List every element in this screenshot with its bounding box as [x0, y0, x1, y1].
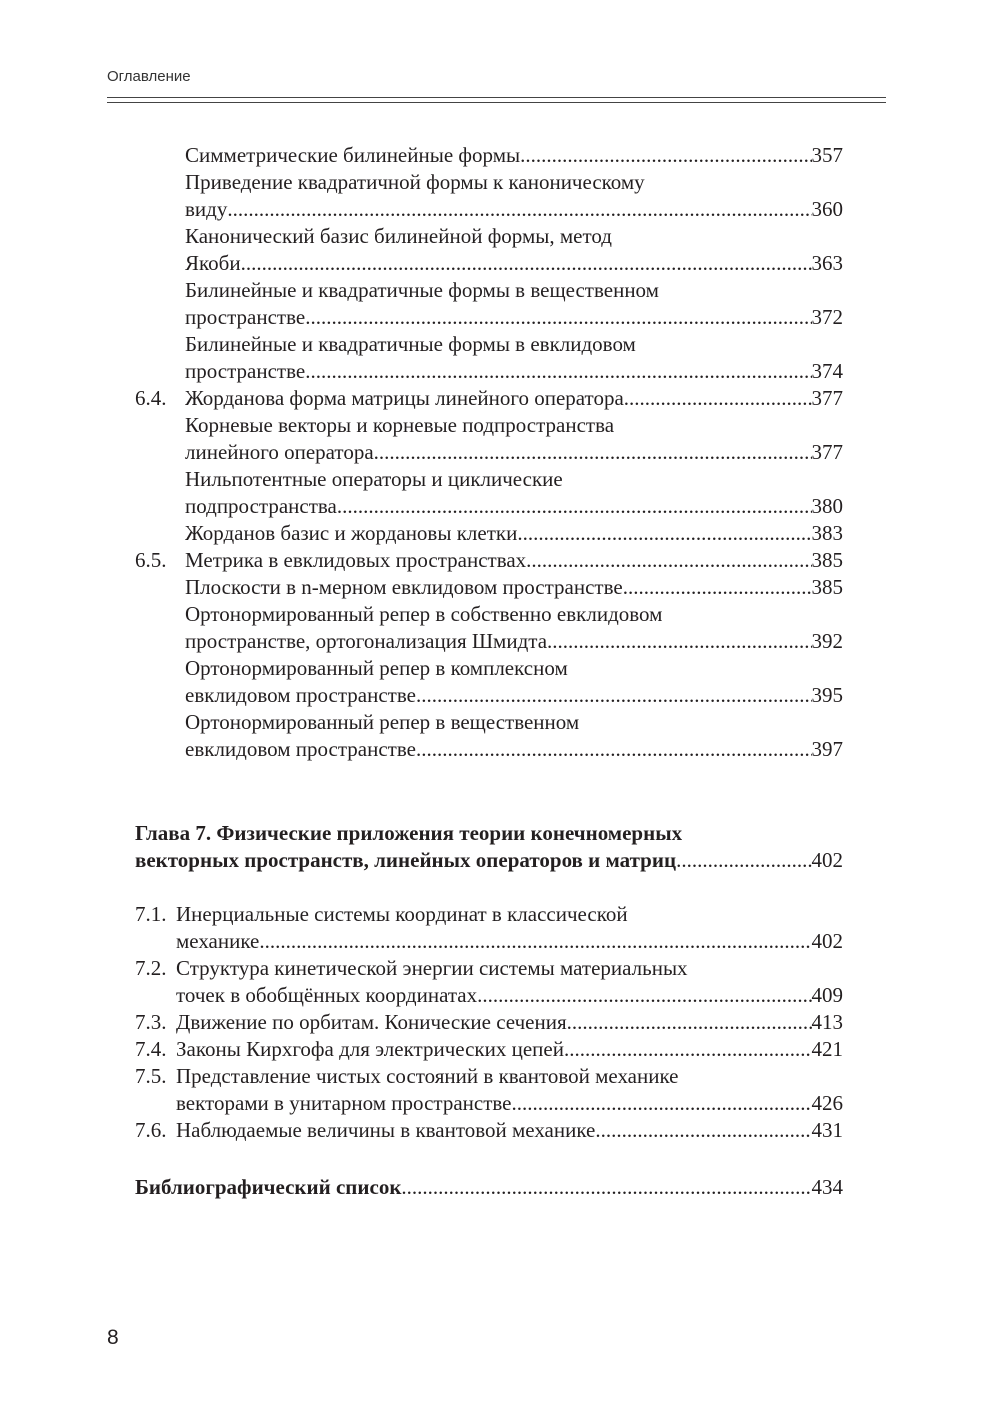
entry-title: Билинейные и квадратичные формы в вещественном — [185, 278, 659, 302]
entry-number — [135, 520, 185, 547]
entry-number: 6.4. — [135, 386, 167, 410]
toc-entry[interactable] — [135, 1063, 843, 1117]
entry-line — [135, 820, 843, 847]
entry-body — [185, 601, 843, 655]
entry-line — [176, 1117, 843, 1144]
entry-number — [135, 655, 185, 709]
entry-title: Приведение квадратичной формы к каноническому — [185, 170, 645, 194]
toc-group — [135, 901, 843, 1144]
entry-page: 402 — [811, 848, 843, 872]
entry-title: линейного оператора — [185, 440, 374, 464]
entry-title: Ортонормированный репер в вещественном — [185, 710, 580, 734]
entry-title: подпространства — [185, 494, 337, 518]
entry-line — [176, 1009, 843, 1036]
dot-leader — [401, 1174, 811, 1201]
entry-number — [135, 466, 185, 520]
dot-leader — [564, 1036, 812, 1063]
toc-entry[interactable] — [135, 601, 843, 655]
entry-title: Билинейные и квадратичные формы в евклидовом — [185, 332, 636, 356]
entry-number: 7.4. — [135, 1037, 167, 1061]
entry-line — [185, 709, 843, 736]
entry-title: Представление чистых состояний в квантовой механике — [176, 1064, 679, 1088]
toc-entry[interactable] — [135, 223, 843, 277]
toc-entry[interactable] — [135, 547, 843, 574]
dot-leader — [520, 142, 811, 169]
entry-line — [185, 493, 843, 520]
entry-body — [185, 709, 843, 763]
entry-title: точек в обобщённых координатах — [176, 983, 478, 1007]
entry-title: Глава 7. Физические приложения теории конечномерных — [135, 821, 683, 845]
entry-page: 377 — [811, 440, 843, 464]
bibliography-heading — [135, 1174, 843, 1201]
toc-entry[interactable] — [135, 520, 843, 547]
dot-leader — [241, 250, 812, 277]
entry-number: 7.5. — [135, 1064, 167, 1088]
entry-page: 397 — [811, 737, 843, 761]
dot-leader — [624, 385, 812, 412]
toc-entry[interactable] — [135, 709, 843, 763]
entry-title: Жорданов базис и жордановы клетки — [185, 521, 518, 545]
entry-line — [185, 385, 843, 412]
entry-body — [185, 520, 843, 547]
entry-title: Инерциальные системы координат в классической — [176, 902, 628, 926]
dot-leader — [305, 358, 811, 385]
entry-body — [185, 169, 843, 223]
entry-title: евклидовом пространстве — [185, 683, 416, 707]
entry-line — [185, 736, 843, 763]
entry-body — [176, 1036, 843, 1063]
entry-number — [135, 412, 185, 466]
dot-leader — [526, 547, 811, 574]
entry-number — [135, 709, 185, 763]
entry-number: 7.3. — [135, 1010, 167, 1034]
toc-entry[interactable] — [135, 820, 843, 874]
entry-title: векторных пространств, линейных операторов и матриц — [135, 848, 677, 872]
toc-entry[interactable] — [135, 1117, 843, 1144]
toc-entry[interactable] — [135, 412, 843, 466]
dot-leader — [227, 196, 811, 223]
toc-entry[interactable] — [135, 142, 843, 169]
dot-leader — [512, 1090, 812, 1117]
entry-body — [135, 1174, 843, 1201]
entry-line — [135, 1174, 843, 1201]
entry-body — [135, 820, 843, 874]
entry-title: Нильпотентные операторы и циклические — [185, 467, 563, 491]
entry-page: 395 — [811, 683, 843, 707]
entry-page: 409 — [811, 983, 843, 1007]
dot-leader — [259, 928, 811, 955]
entry-line — [185, 682, 843, 709]
toc-section-7 — [135, 901, 843, 1144]
entry-page: 372 — [811, 305, 843, 329]
entry-page: 385 — [811, 548, 843, 572]
entry-body — [176, 1009, 843, 1036]
entry-page: 385 — [811, 575, 843, 599]
entry-number — [135, 277, 185, 331]
entry-line — [185, 250, 843, 277]
entry-body — [185, 142, 843, 169]
toc-bibliography — [135, 1174, 843, 1201]
entry-number — [135, 142, 185, 169]
entry-body — [185, 412, 843, 466]
entry-page: 413 — [811, 1010, 843, 1034]
entry-line — [185, 466, 843, 493]
entry-number — [135, 169, 185, 223]
entry-line — [185, 304, 843, 331]
entry-line — [135, 847, 843, 874]
entry-title: механике — [176, 929, 260, 953]
entry-page: 431 — [811, 1118, 843, 1142]
entry-title: евклидовом пространстве — [185, 737, 416, 761]
entry-line — [185, 439, 843, 466]
toc-entry[interactable] — [135, 574, 843, 601]
entry-page: 380 — [811, 494, 843, 518]
entry-line — [185, 196, 843, 223]
header-rule — [107, 102, 886, 103]
entry-title: Жорданова форма матрицы линейного оператора — [185, 386, 624, 410]
entry-page: 426 — [811, 1091, 843, 1115]
entry-line — [185, 628, 843, 655]
entry-title: Библиографический список — [135, 1175, 402, 1199]
toc-entry[interactable] — [135, 1174, 843, 1201]
entry-line — [176, 955, 843, 982]
entry-title: пространстве — [185, 359, 306, 383]
entry-body — [185, 547, 843, 574]
entry-title: Симметрические билинейные формы — [185, 143, 521, 167]
entry-body — [185, 655, 843, 709]
dot-leader — [517, 520, 811, 547]
entry-title: векторами в унитарном пространстве — [176, 1091, 512, 1115]
toc-entry[interactable] — [135, 277, 843, 331]
toc-entry[interactable] — [135, 955, 843, 1009]
chapter-heading — [135, 820, 843, 874]
entry-number — [135, 331, 185, 385]
entry-line — [185, 223, 843, 250]
entry-title: Ортонормированный репер в собственно евклидовом — [185, 602, 663, 626]
entry-number: 7.2. — [135, 956, 167, 980]
entry-line — [176, 1036, 843, 1063]
entry-title: Канонический базис билинейной формы, метод — [185, 224, 612, 248]
entry-title: Движение по орбитам. Конические сечения — [176, 1010, 567, 1034]
entry-title: Ортонормированный репер в комплексном — [185, 656, 568, 680]
running-head: Оглавление — [107, 68, 191, 85]
entry-number: 6.5. — [135, 548, 167, 572]
entry-title: Плоскости в n-мерном евклидовом пространстве — [185, 575, 623, 599]
entry-page: 377 — [811, 386, 843, 410]
entry-page: 383 — [811, 521, 843, 545]
entry-body — [185, 223, 843, 277]
entry-line — [176, 901, 843, 928]
toc-chapter-7 — [135, 820, 843, 874]
dot-leader — [547, 628, 811, 655]
entry-line — [185, 142, 843, 169]
dot-leader — [337, 493, 812, 520]
entry-page: 357 — [811, 143, 843, 167]
entry-number — [135, 601, 185, 655]
entry-page: 392 — [811, 629, 843, 653]
entry-title: Законы Кирхгофа для электрических цепей — [176, 1037, 564, 1061]
entry-body — [176, 1063, 843, 1117]
entry-title: виду — [185, 197, 228, 221]
entry-line — [185, 169, 843, 196]
entry-line — [176, 1063, 843, 1090]
entry-title: пространстве — [185, 305, 306, 329]
dot-leader — [416, 736, 812, 763]
entry-page: 421 — [811, 1037, 843, 1061]
dot-leader — [567, 1009, 812, 1036]
toc-entry[interactable] — [135, 385, 843, 412]
entry-body — [185, 466, 843, 520]
entry-title: Корневые векторы и корневые подпространства — [185, 413, 615, 437]
entry-line — [185, 601, 843, 628]
toc-entry[interactable] — [135, 466, 843, 520]
dot-leader — [416, 682, 812, 709]
entry-number — [135, 574, 185, 601]
entry-title: Метрика в евклидовых пространствах — [185, 548, 527, 572]
entry-line — [176, 982, 843, 1009]
entry-page: 434 — [811, 1175, 843, 1199]
entry-title: Наблюдаемые величины в квантовой механике — [176, 1118, 596, 1142]
entry-page: 363 — [811, 251, 843, 275]
entry-line — [185, 655, 843, 682]
dot-leader — [305, 304, 811, 331]
toc-entry[interactable] — [135, 169, 843, 223]
dot-leader — [623, 574, 812, 601]
entry-line — [176, 928, 843, 955]
entry-title: пространстве, ортогонализация Шмидта — [185, 629, 548, 653]
toc-entry[interactable] — [135, 1009, 843, 1036]
toc-entry[interactable] — [135, 655, 843, 709]
entry-body — [185, 385, 843, 412]
entry-body — [176, 1117, 843, 1144]
entry-body — [176, 955, 843, 1009]
dot-leader — [374, 439, 812, 466]
dot-leader — [676, 847, 811, 874]
entry-line — [185, 520, 843, 547]
entry-line — [185, 277, 843, 304]
entry-line — [185, 358, 843, 385]
entry-body — [185, 574, 843, 601]
entry-line — [185, 412, 843, 439]
toc-section-6 — [135, 142, 843, 763]
header-rule — [107, 97, 886, 98]
entry-number: 7.6. — [135, 1118, 167, 1142]
page-number: 8 — [107, 1326, 119, 1349]
entry-title: Якоби — [185, 251, 241, 275]
entry-number: 7.1. — [135, 902, 167, 926]
toc-entry[interactable] — [135, 331, 843, 385]
entry-line — [185, 331, 843, 358]
entry-number — [135, 223, 185, 277]
toc-entry[interactable] — [135, 901, 843, 955]
entry-line — [185, 547, 843, 574]
entry-page: 360 — [811, 197, 843, 221]
dot-leader — [595, 1117, 811, 1144]
entry-page: 402 — [811, 929, 843, 953]
toc-entry[interactable] — [135, 1036, 843, 1063]
entry-title: Структура кинетической энергии системы материальных — [176, 956, 688, 980]
entry-line — [185, 574, 843, 601]
toc-group — [135, 142, 843, 763]
entry-body — [185, 331, 843, 385]
entry-body — [176, 901, 843, 955]
entry-page: 374 — [811, 359, 843, 383]
entry-line — [176, 1090, 843, 1117]
entry-body — [185, 277, 843, 331]
dot-leader — [477, 982, 811, 1009]
